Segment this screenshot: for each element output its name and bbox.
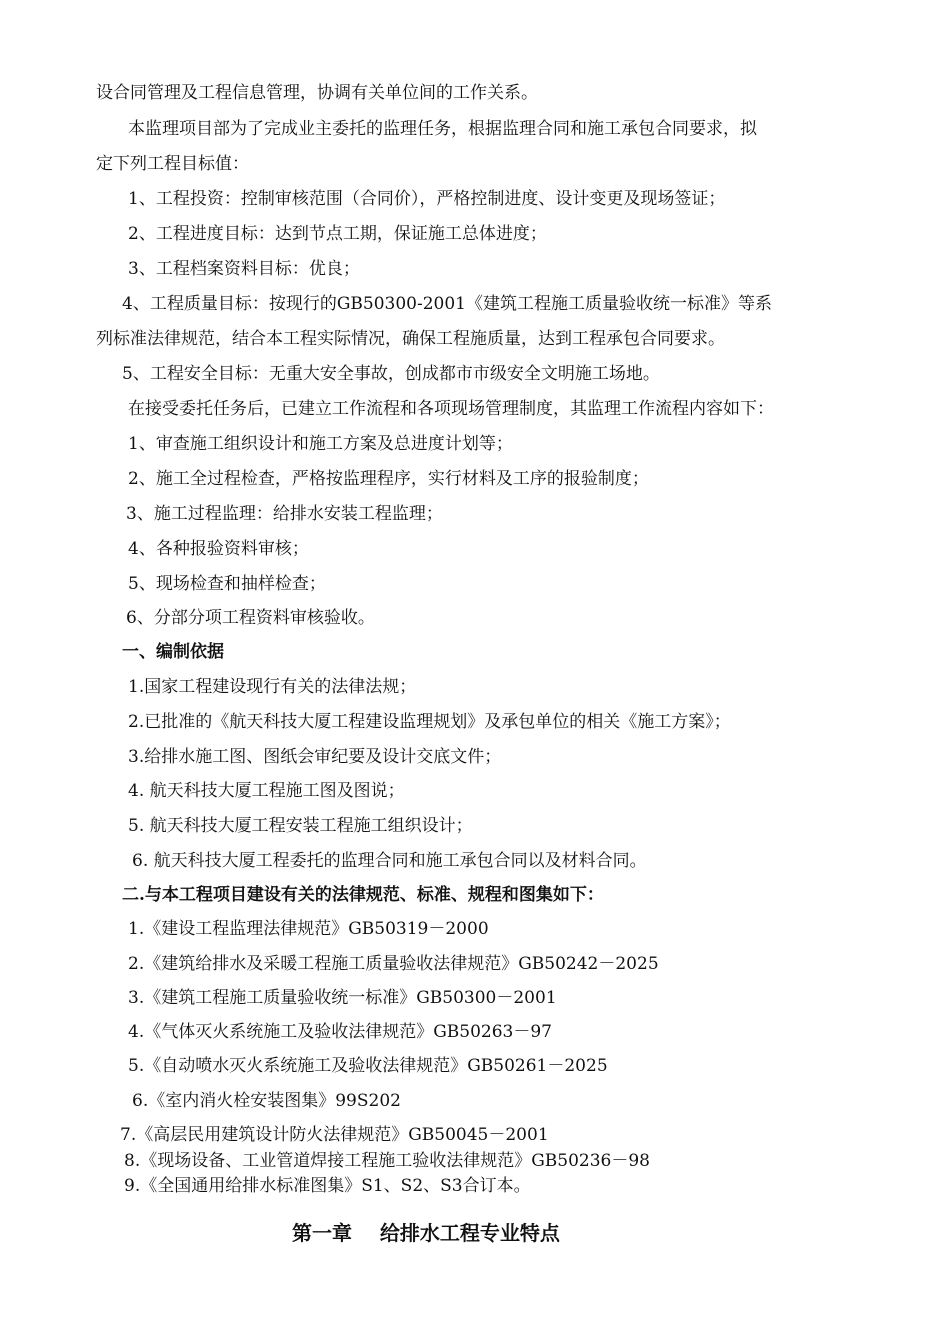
standard-item: 4.《气体灭火系统施工及验收法律规范》GB50263－97 xyxy=(128,1022,553,1042)
standard-item: 1.《建设工程监理法律规范》GB50319－2000 xyxy=(128,919,489,939)
flow-item: 1、审查施工组织设计和施工方案及总进度计划等； xyxy=(128,434,513,454)
goal-item: 列标准法律规范，结合本工程实际情况，确保工程施质量，达到工程承包合同要求。 xyxy=(96,329,725,349)
flow-item: 5、现场检查和抽样检查； xyxy=(128,574,326,594)
basis-item: 6. 航天科技大厦工程委托的监理合同和施工承包合同以及材料合同。 xyxy=(132,851,647,871)
paragraph-line: 本监理项目部为了完成业主委托的监理任务，根据监理合同和施工承包合同要求，拟 xyxy=(128,119,757,139)
section-heading: 一、编制依据 xyxy=(122,642,224,662)
standard-item: 7.《高层民用建筑设计防火法律规范》GB50045－2001 xyxy=(120,1125,549,1145)
basis-item: 3.给排水施工图、图纸会审纪要及设计交底文件； xyxy=(128,747,502,767)
flow-item: 6、分部分项工程资料审核验收。 xyxy=(126,608,375,628)
basis-item: 5. 航天科技大厦工程安装工程施工组织设计； xyxy=(128,816,473,836)
goal-item: 4、工程质量目标：按现行的GB50300-2001《建筑工程施工质量验收统一标准》等系 xyxy=(122,294,772,314)
paragraph-line: 设合同管理及工程信息管理，协调有关单位间的工作关系。 xyxy=(96,83,538,103)
chapter-title: 第一章 给排水工程专业特点 xyxy=(292,1221,560,1245)
goal-item: 2、工程进度目标：达到节点工期，保证施工总体进度； xyxy=(128,224,547,244)
flow-item: 2、施工全过程检查，严格按监理程序，实行材料及工序的报验制度； xyxy=(128,469,649,489)
goal-item: 3、工程档案资料目标：优良； xyxy=(128,259,360,279)
basis-item: 2.已批准的《航天科技大厦工程建设监理规划》及承包单位的相关《施工方案》； xyxy=(128,712,731,732)
section-heading: 二.与本工程项目建设有关的法律规范、标准、规程和图集如下： xyxy=(122,885,604,905)
paragraph-line: 在接受委托任务后，已建立工作流程和各项现场管理制度，其监理工作流程内容如下： xyxy=(128,399,774,419)
flow-item: 4、各种报验资料审核； xyxy=(128,539,309,559)
standard-item: 6.《室内消火栓安装图集》99S202 xyxy=(132,1091,401,1111)
standard-item: 5.《自动喷水灭火系统施工及验收法律规范》GB50261－2025 xyxy=(128,1056,608,1076)
standard-item: 9.《全国通用给排水标准图集》S1、S2、S3合订本。 xyxy=(124,1176,531,1196)
goal-item: 5、工程安全目标：无重大安全事故，创成都市市级安全文明施工场地。 xyxy=(122,364,660,384)
basis-item: 4. 航天科技大厦工程施工图及图说； xyxy=(128,781,405,801)
standard-item: 8.《现场设备、工业管道焊接工程施工验收法律规范》GB50236－98 xyxy=(124,1151,651,1171)
standard-item: 3.《建筑工程施工质量验收统一标准》GB50300－2001 xyxy=(128,988,557,1008)
standard-item: 2.《建筑给排水及采暖工程施工质量验收法律规范》GB50242－2025 xyxy=(128,954,659,974)
paragraph-line: 定下列工程目标值： xyxy=(96,154,249,174)
basis-item: 1.国家工程建设现行有关的法律法规； xyxy=(128,677,417,697)
goal-item: 1、工程投资：控制审核范围（合同价），严格控制进度、设计变更及现场签证； xyxy=(128,189,726,209)
flow-item: 3、施工过程监理：给排水安装工程监理； xyxy=(126,504,443,524)
